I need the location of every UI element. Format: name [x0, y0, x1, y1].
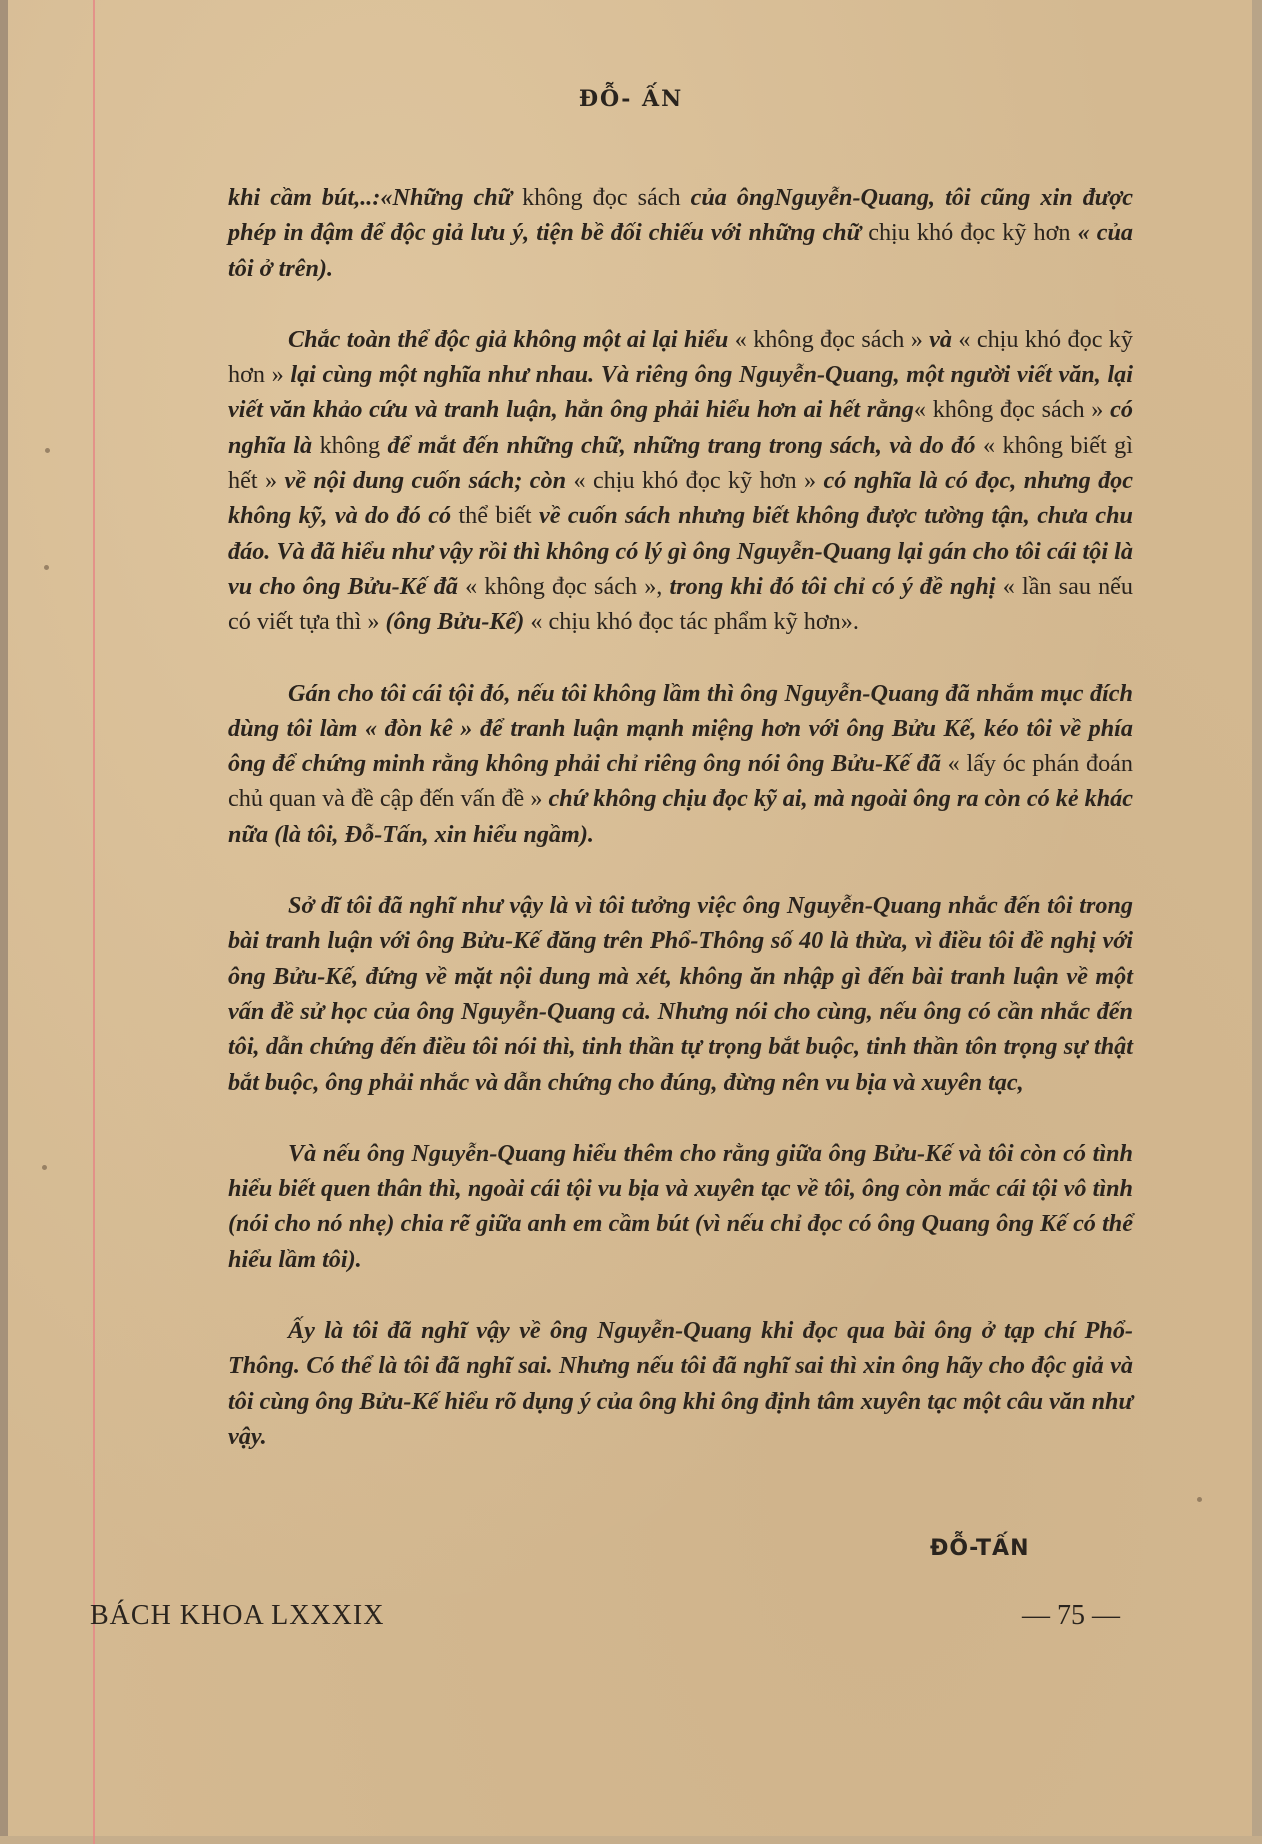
text-segment: có nghĩa là có đọc, nhưng đọc không kỹ, và do đó có: [228, 467, 1133, 530]
text-segment: « chịu khó đọc kỹ hơn »: [228, 325, 1133, 389]
paragraph: [228, 322, 1133, 640]
scan-edge-left: [0, 0, 8, 1844]
paragraph: [228, 1136, 1133, 1277]
text-segment: Gán cho tôi cái tội đó, nếu tôi không lầm thì ông Nguyễn-Quang đã nhắm mục đích dùng tôi làm « đòn kê » để tranh luận mạnh miệng hơn với ông Bửu Kế, kéo tôi về phía ông để chứng minh rằng không phải chỉ riêng ông nói ông Bửu-Kế đã: [228, 679, 1133, 778]
publication-footer: BÁCH KHOA LXXXIX: [90, 1600, 385, 1631]
text-segment: Ấy là tôi đã nghĩ vậy về ông Nguyễn-Quang khi đọc qua bài ông ở tạp chí Phổ-Thông. Có thể là tôi đã nghĩ sai. Nhưng nếu tôi đã nghĩ sai thì xin ông hãy cho độc giả và tôi cùng ông Bửu-Kế hiểu rõ dụng ý của ông khi ông định tâm xuyên tạc một câu văn như vậy.: [228, 1317, 1133, 1450]
text-segment: chứ không chịu đọc kỹ ai, mà ngoài ông ra còn có kẻ khác nữa (là tôi, Đỗ-Tấn, xin hiểu ngầm).: [228, 785, 1133, 848]
margin-rule: [93, 0, 95, 1844]
text-segment: (ông Bửu-Kế): [385, 608, 531, 636]
text-segment: Và nếu ông Nguyễn-Quang hiểu thêm cho rằng giữa ông Bửu-Kế và tôi còn có tình hiểu biết quen thân thì, ngoài cái tội vu bịa và xuyên tạc về tôi, ông còn mắc cái tội vô tình (nói cho nó nhẹ) chia rẽ giữa anh em cầm bút (vì nếu chỉ đọc có ông Quang ông Kế có thể hiểu lầm tôi).: [228, 1139, 1133, 1273]
text-segment: Chắc toàn thể độc giả không một ai lại hiểu: [288, 325, 735, 353]
scan-edge-right: [1252, 0, 1262, 1844]
text-segment: lại cùng một nghĩa như nhau. Và riêng ông Nguyễn-Quang, một người viết văn, lại viết văn khảo cứu và tranh luận, hẳn ông phải hiểu hơn ai hết rằng: [228, 361, 1133, 424]
text-segment: và: [929, 325, 959, 353]
paragraph: [228, 676, 1133, 852]
author-signature: ĐỖ-TẤN: [930, 1536, 1030, 1561]
text-segment: « chịu khó đọc kỹ hơn »: [573, 467, 824, 495]
text-segment: thể biết: [458, 502, 540, 530]
text-segment: « của tôi ở trên).: [228, 219, 1134, 282]
text-segment: về nội dung cuốn sách; còn: [284, 467, 574, 495]
text-segment: « không biết gì hết »: [228, 431, 1133, 495]
text-segment: khi cầm bút,..:«Những chữ: [228, 184, 523, 211]
paragraph: [228, 180, 1133, 286]
text-segment: không: [319, 431, 388, 459]
text-segment: « không đọc sách »,: [465, 572, 670, 600]
text-segment: « lấy óc phán đoán chủ quan và đề cập đến vấn đề »: [228, 750, 1134, 813]
page-number: — 75 —: [1022, 1600, 1120, 1631]
text-segment: chịu khó đọc kỹ hơn: [868, 219, 1078, 247]
article-body: [228, 180, 1133, 1490]
text-segment: của ôngNguyễn-Quang, tôi cũng xin được phép in đậm để độc giả lưu ý, tiện bề đối chiếu với những chữ: [228, 184, 1133, 247]
paper-speck: [44, 565, 49, 570]
paper-speck: [42, 1165, 47, 1170]
text-segment: có nghĩa là: [228, 396, 1133, 459]
scan-edge-bottom: [0, 1836, 1262, 1844]
running-title: ĐỖ- ẤN: [578, 86, 684, 112]
paper-speck: [1197, 1497, 1202, 1502]
text-segment: « chịu khó đọc tác phẩm kỹ hơn».: [530, 608, 859, 636]
paper-speck: [45, 448, 50, 453]
paragraph: [228, 1313, 1133, 1454]
text-segment: « lần sau nếu có viết tựa thì »: [228, 572, 1134, 636]
text-segment: Sở dĩ tôi đã nghĩ như vậy là vì tôi tưởng việc ông Nguyễn-Quang nhắc đến tôi trong bài tranh luận với ông Bửu-Kế đăng trên Phổ-Thông số 40 là thừa, vì điều tôi đề nghị với ông Bửu-Kế, đứng về mặt nội dung mà xét, không ăn nhập gì đến bài tranh luận về một vấn đề sử học của ông Nguyễn-Quang cả. Nhưng nói cho cùng, nếu ông có cần nhắc đến tôi, dẫn chứng đến điều tôi nói thì, tinh thần tự trọng bắt buộc, tinh thần tôn trọng sự thật bắt buộc, ông phải nhắc và dẫn chứng cho đúng, đừng nên vu bịa và xuyên tạc,: [228, 892, 1133, 1096]
text-segment: không đọc sách: [522, 184, 691, 211]
text-segment: trong khi đó tôi chỉ có ý đề nghị: [669, 572, 1003, 600]
text-segment: « không đọc sách »: [734, 325, 930, 353]
text-segment: « không đọc sách »: [913, 396, 1111, 424]
text-segment: để mắt đến những chữ, những trang trong sách, và do đó: [387, 431, 983, 459]
paragraph: [228, 888, 1133, 1100]
text-segment: về cuốn sách nhưng biết không được tường tận, chưa chu đáo. Và đã hiểu như vậy rồi thì không có lý gì ông Nguyễn-Quang lại gán cho tôi cái tội là vu cho ông Bửu-Kế đã: [228, 502, 1133, 600]
